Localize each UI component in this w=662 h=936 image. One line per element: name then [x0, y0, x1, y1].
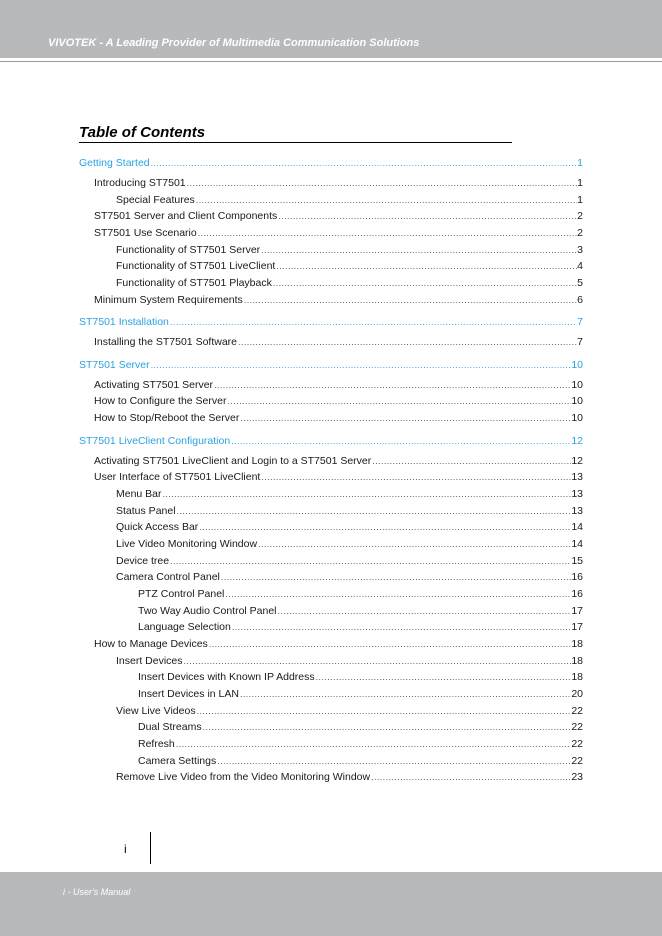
- toc-dot-leader: [202, 720, 572, 734]
- toc-entry-title: How to Manage Devices: [94, 638, 208, 650]
- toc-chapter-entry[interactable]: [79, 434, 583, 448]
- toc-entry-title: How to Configure the Server: [94, 395, 227, 407]
- toc-dot-leader: [195, 193, 577, 207]
- toc-entry-page: 14: [571, 538, 583, 550]
- toc-entry-title: Camera Settings: [138, 755, 217, 767]
- toc-title-underline: [79, 124, 512, 143]
- toc-entry-title: Introducing ST7501: [94, 177, 186, 189]
- toc-entry-title: Functionality of ST7501 LiveClient: [116, 260, 276, 272]
- toc-entry-title: Menu Bar: [116, 488, 162, 500]
- header-title: VIVOTEK - A Leading Provider of Multimedia Communication Solutions: [48, 37, 420, 49]
- toc-entry-page: 23: [571, 771, 583, 783]
- toc-entry[interactable]: [138, 720, 583, 734]
- toc-entry[interactable]: [116, 259, 583, 273]
- toc-entry[interactable]: [94, 176, 583, 190]
- toc-entry[interactable]: [94, 394, 583, 408]
- toc-entry-page: 20: [571, 688, 583, 700]
- toc-dot-leader: [216, 754, 571, 768]
- toc-dot-leader: [150, 156, 578, 170]
- toc-dot-leader: [220, 570, 571, 584]
- toc-dot-leader: [257, 537, 571, 551]
- toc-dot-leader: [315, 670, 572, 684]
- toc-entry-page: 10: [571, 395, 583, 407]
- toc-entry[interactable]: [94, 378, 583, 392]
- toc-entry-title: ST7501 Installation: [79, 316, 169, 328]
- toc-entry-page: 22: [571, 705, 583, 717]
- toc-dot-leader: [197, 226, 577, 240]
- toc-dot-leader: [237, 335, 577, 349]
- toc-entry-page: 2: [577, 210, 583, 222]
- toc-entry-title: Functionality of ST7501 Playback: [116, 277, 272, 289]
- toc-entry-title: Language Selection: [138, 621, 231, 633]
- toc-entry[interactable]: [94, 411, 583, 425]
- toc-dot-leader: [198, 520, 571, 534]
- toc-entry[interactable]: [116, 504, 583, 518]
- toc-dot-leader: [277, 209, 577, 223]
- toc-entry[interactable]: [138, 687, 583, 701]
- toc-entry[interactable]: [116, 276, 583, 290]
- page-number-rule: [150, 832, 151, 864]
- toc-dot-leader: [260, 470, 571, 484]
- toc-dot-leader: [183, 654, 572, 668]
- toc-entry-page: 22: [571, 738, 583, 750]
- toc-dot-leader: [260, 243, 577, 257]
- header-rule: [0, 61, 662, 62]
- toc-entry-title: Dual Streams: [138, 721, 202, 733]
- toc-entry-page: 1: [577, 157, 583, 169]
- toc-entry-page: 10: [571, 412, 583, 424]
- toc-entry[interactable]: [138, 737, 583, 751]
- toc-entry-page: 16: [571, 588, 583, 600]
- toc-entry-page: 13: [571, 488, 583, 500]
- toc-entry-title: Getting Started: [79, 157, 150, 169]
- toc-entry-title: Device tree: [116, 555, 170, 567]
- toc-dot-leader: [226, 394, 571, 408]
- toc-dot-leader: [371, 454, 571, 468]
- toc-entry[interactable]: [94, 637, 583, 651]
- toc-entry-page: 1: [577, 177, 583, 189]
- toc-chapter-entry[interactable]: [79, 315, 583, 329]
- toc-entry[interactable]: [94, 209, 583, 223]
- toc-entry[interactable]: [116, 554, 583, 568]
- toc-entry-page: 12: [571, 455, 583, 467]
- toc-entry-title: ST7501 Server and Client Components: [94, 210, 278, 222]
- toc-entry-page: 4: [577, 260, 583, 272]
- toc-entry-title: Special Features: [116, 194, 195, 206]
- page-number: i: [124, 842, 127, 856]
- toc-dot-leader: [243, 293, 577, 307]
- toc-entry-title: Two Way Audio Control Panel: [138, 605, 277, 617]
- toc-entry-page: 16: [571, 571, 583, 583]
- toc-dot-leader: [176, 504, 572, 518]
- toc-entry-title: Minimum System Requirements: [94, 294, 243, 306]
- toc-entry-title: Activating ST7501 Server: [94, 379, 214, 391]
- toc-entry[interactable]: [116, 654, 583, 668]
- page-header-band: [0, 0, 662, 58]
- toc-dot-leader: [213, 378, 571, 392]
- toc-entry-title: ST7501 Use Scenario: [94, 227, 197, 239]
- toc-entry[interactable]: [94, 293, 583, 307]
- toc-entry-page: 18: [571, 638, 583, 650]
- toc-entry-title: Insert Devices in LAN: [138, 688, 239, 700]
- toc-entry[interactable]: [138, 587, 583, 601]
- toc-dot-leader: [169, 315, 577, 329]
- toc-dot-leader: [175, 737, 572, 751]
- toc-entry-page: 18: [571, 671, 583, 683]
- toc-entry-title: ST7501 LiveClient Configuration: [79, 435, 231, 447]
- toc-entry-page: 15: [571, 555, 583, 567]
- toc-entry-page: 6: [577, 294, 583, 306]
- toc-dot-leader: [150, 358, 572, 372]
- toc-entry[interactable]: [138, 754, 583, 768]
- toc-entry[interactable]: [116, 770, 583, 784]
- toc-entry-title: Installing the ST7501 Software: [94, 336, 238, 348]
- toc-dot-leader: [162, 487, 572, 501]
- toc-dot-leader: [277, 604, 572, 618]
- toc-entry-page: 10: [571, 359, 583, 371]
- toc-entry-title: Remove Live Video from the Video Monitoring Window: [116, 771, 371, 783]
- toc-dot-leader: [272, 276, 577, 290]
- toc-entry[interactable]: [116, 704, 583, 718]
- toc-entry-page: 22: [571, 721, 583, 733]
- toc-entry-title: Camera Control Panel: [116, 571, 220, 583]
- toc-chapter-entry[interactable]: [79, 156, 583, 170]
- toc-entry-page: 12: [571, 435, 583, 447]
- footer-text: i - User's Manual: [63, 887, 131, 897]
- toc-entry-title: Activating ST7501 LiveClient and Login to a ST7501 Server: [94, 455, 372, 467]
- toc-dot-leader: [239, 411, 571, 425]
- toc-dot-leader: [224, 587, 571, 601]
- toc-entry[interactable]: [94, 454, 583, 468]
- toc-entry-page: 1: [577, 194, 583, 206]
- toc-entry[interactable]: [116, 487, 583, 501]
- toc-entry-title: View Live Videos: [116, 705, 196, 717]
- toc-entry-page: 5: [577, 277, 583, 289]
- toc-title: Table of Contents: [79, 124, 206, 141]
- toc-dot-leader: [169, 554, 571, 568]
- toc-entry-title: Refresh: [138, 738, 175, 750]
- toc-dot-leader: [230, 434, 571, 448]
- toc-entry-title: ST7501 Server: [79, 359, 150, 371]
- toc-entry[interactable]: [116, 243, 583, 257]
- toc-dot-leader: [275, 259, 577, 273]
- toc-entry-page: 13: [571, 505, 583, 517]
- toc-dot-leader: [370, 770, 571, 784]
- toc-entry-page: 7: [577, 316, 583, 328]
- toc-dot-leader: [231, 620, 571, 634]
- toc-dot-leader: [208, 637, 572, 651]
- toc-entry-page: 18: [571, 655, 583, 667]
- toc-dot-leader: [186, 176, 578, 190]
- toc-entry[interactable]: [116, 520, 583, 534]
- toc-entry-page: 10: [571, 379, 583, 391]
- toc-entry-title: Insert Devices with Known IP Address: [138, 671, 315, 683]
- toc-entry-title: How to Stop/Reboot the Server: [94, 412, 240, 424]
- toc-entry-page: 17: [571, 621, 583, 633]
- toc-entry-title: User Interface of ST7501 LiveClient: [94, 471, 261, 483]
- toc-chapter-entry[interactable]: [79, 358, 583, 372]
- toc-entry-title: PTZ Control Panel: [138, 588, 225, 600]
- toc-entry[interactable]: [116, 537, 583, 551]
- toc-entry[interactable]: [138, 620, 583, 634]
- toc-entry-page: 17: [571, 605, 583, 617]
- toc-dot-leader: [239, 687, 571, 701]
- toc-entry-page: 14: [571, 521, 583, 533]
- toc-entry-page: 7: [577, 336, 583, 348]
- toc-dot-leader: [196, 704, 572, 718]
- toc-entry[interactable]: [138, 604, 583, 618]
- toc-entry-title: Insert Devices: [116, 655, 183, 667]
- toc-entry-title: Quick Access Bar: [116, 521, 199, 533]
- toc-entry-page: 22: [571, 755, 583, 767]
- toc-entry-page: 2: [577, 227, 583, 239]
- toc-entry-page: 3: [577, 244, 583, 256]
- toc-entry[interactable]: [94, 335, 583, 349]
- toc-entry-title: Status Panel: [116, 505, 176, 517]
- page-footer-band: [0, 872, 662, 936]
- toc-entry[interactable]: [116, 570, 583, 584]
- toc-entry[interactable]: [94, 470, 583, 484]
- toc-entry[interactable]: [138, 670, 583, 684]
- toc-entry[interactable]: [94, 226, 583, 240]
- toc-entry-title: Functionality of ST7501 Server: [116, 244, 261, 256]
- toc-entry-page: 13: [571, 471, 583, 483]
- toc-entry-title: Live Video Monitoring Window: [116, 538, 258, 550]
- toc-entry[interactable]: [116, 193, 583, 207]
